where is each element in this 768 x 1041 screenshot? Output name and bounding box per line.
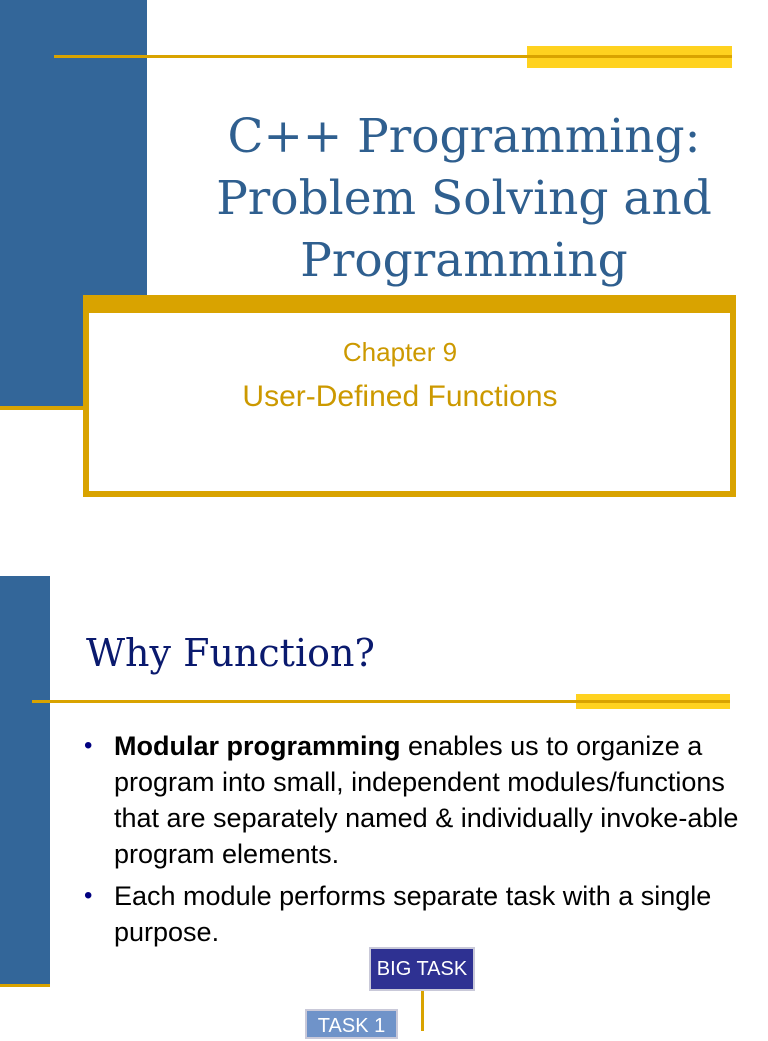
accent-gold-stripe — [527, 55, 732, 58]
slide-heading: Why Function? — [86, 631, 375, 675]
title-line: C++ Programming: — [227, 109, 701, 164]
big-task-box: BIG TASK — [369, 947, 475, 991]
title-line: Problem Solving and — [216, 171, 712, 226]
title-slide — [0, 0, 768, 520]
title-line: Programming — [300, 233, 628, 288]
chapter-title: User-Defined Functions — [242, 380, 558, 413]
left-bar-gold-rule — [0, 406, 86, 410]
bullet-dot-icon: • — [84, 882, 93, 909]
bullet-text: Each module performs separate task with a single purpose. — [114, 881, 712, 947]
bullet-dot-icon: • — [84, 732, 93, 759]
bullet-text: enables us to organize a program into small, independent modules/functions that are separately named & individually invoke-able program elements. — [114, 731, 739, 869]
content-slide — [0, 576, 768, 1037]
slide-title — [200, 106, 728, 292]
left-bar-gold-rule — [0, 984, 50, 987]
bullet-item — [84, 878, 744, 950]
diagram-connector — [421, 991, 424, 1031]
bullet-list — [84, 728, 744, 956]
bullet-bold-text: Modular programming — [114, 731, 401, 761]
left-blue-bar — [0, 576, 50, 986]
accent-gold-stripe — [576, 700, 730, 703]
task-1-box: TASK 1 — [305, 1009, 398, 1039]
bullet-item — [84, 728, 744, 872]
chapter-number: Chapter 9 — [342, 337, 458, 367]
